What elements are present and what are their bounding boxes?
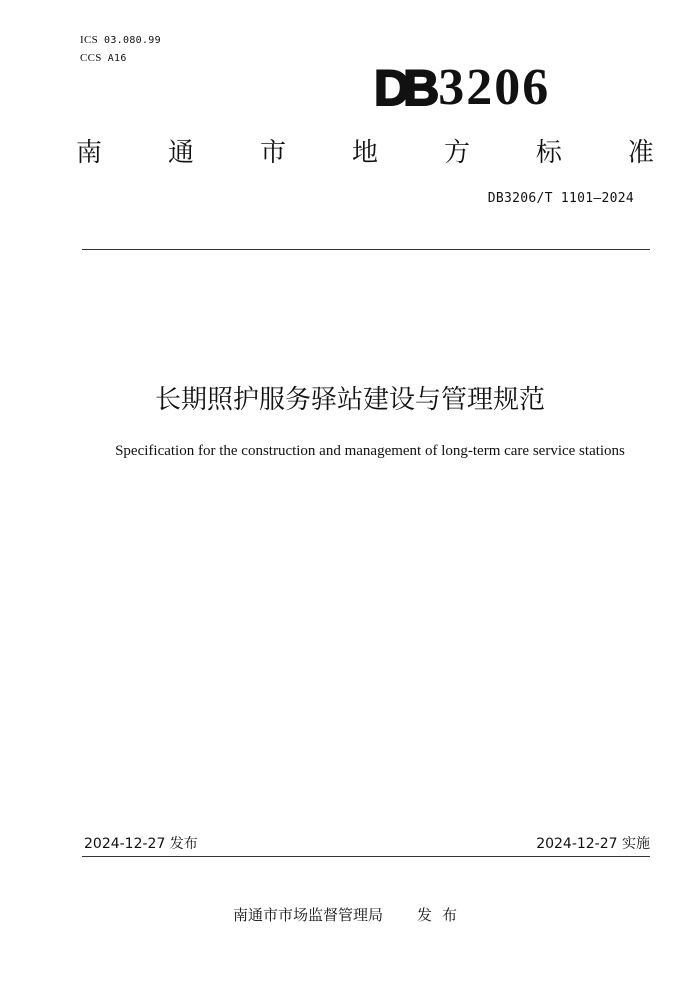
- standard-type-char: 通: [167, 138, 194, 168]
- ccs-code: [80, 52, 127, 64]
- standard-type-char: 标: [535, 138, 562, 168]
- ics-code: [80, 34, 161, 46]
- title-chinese: 长期照护服务驿站建设与管理规范: [154, 385, 545, 415]
- implementation-date: 2024-12-27 实施: [536, 836, 650, 852]
- issuing-authority: [0, 905, 700, 925]
- ics-label: ICS: [80, 34, 99, 46]
- db-logo-number: 3206: [438, 59, 551, 116]
- issuer-action: 发布: [417, 906, 468, 924]
- standard-type-char: 南: [76, 138, 103, 168]
- ccs-value: A16: [107, 53, 127, 64]
- standard-type-char: 地: [351, 138, 378, 168]
- standard-type-heading: [76, 136, 654, 170]
- standard-type-char: 方: [443, 138, 470, 168]
- db-logo-prefix: DB: [374, 60, 433, 116]
- standard-number: DB3206/T 1101—2024: [487, 191, 634, 206]
- standard-type-char: 准: [627, 138, 654, 168]
- title-english: Specification for the construction and management of long-term care service stations: [115, 443, 625, 459]
- ics-value: 03.080.99: [104, 35, 161, 46]
- db-logo: [374, 59, 551, 116]
- standard-type-char: 市: [259, 138, 286, 168]
- issuer-organization: 南通市市场监督管理局: [232, 906, 383, 924]
- footer-divider: [82, 856, 650, 857]
- ccs-label: CCS: [80, 52, 102, 64]
- issue-date: 2024-12-27 发布: [84, 836, 198, 852]
- header-divider: [82, 249, 650, 250]
